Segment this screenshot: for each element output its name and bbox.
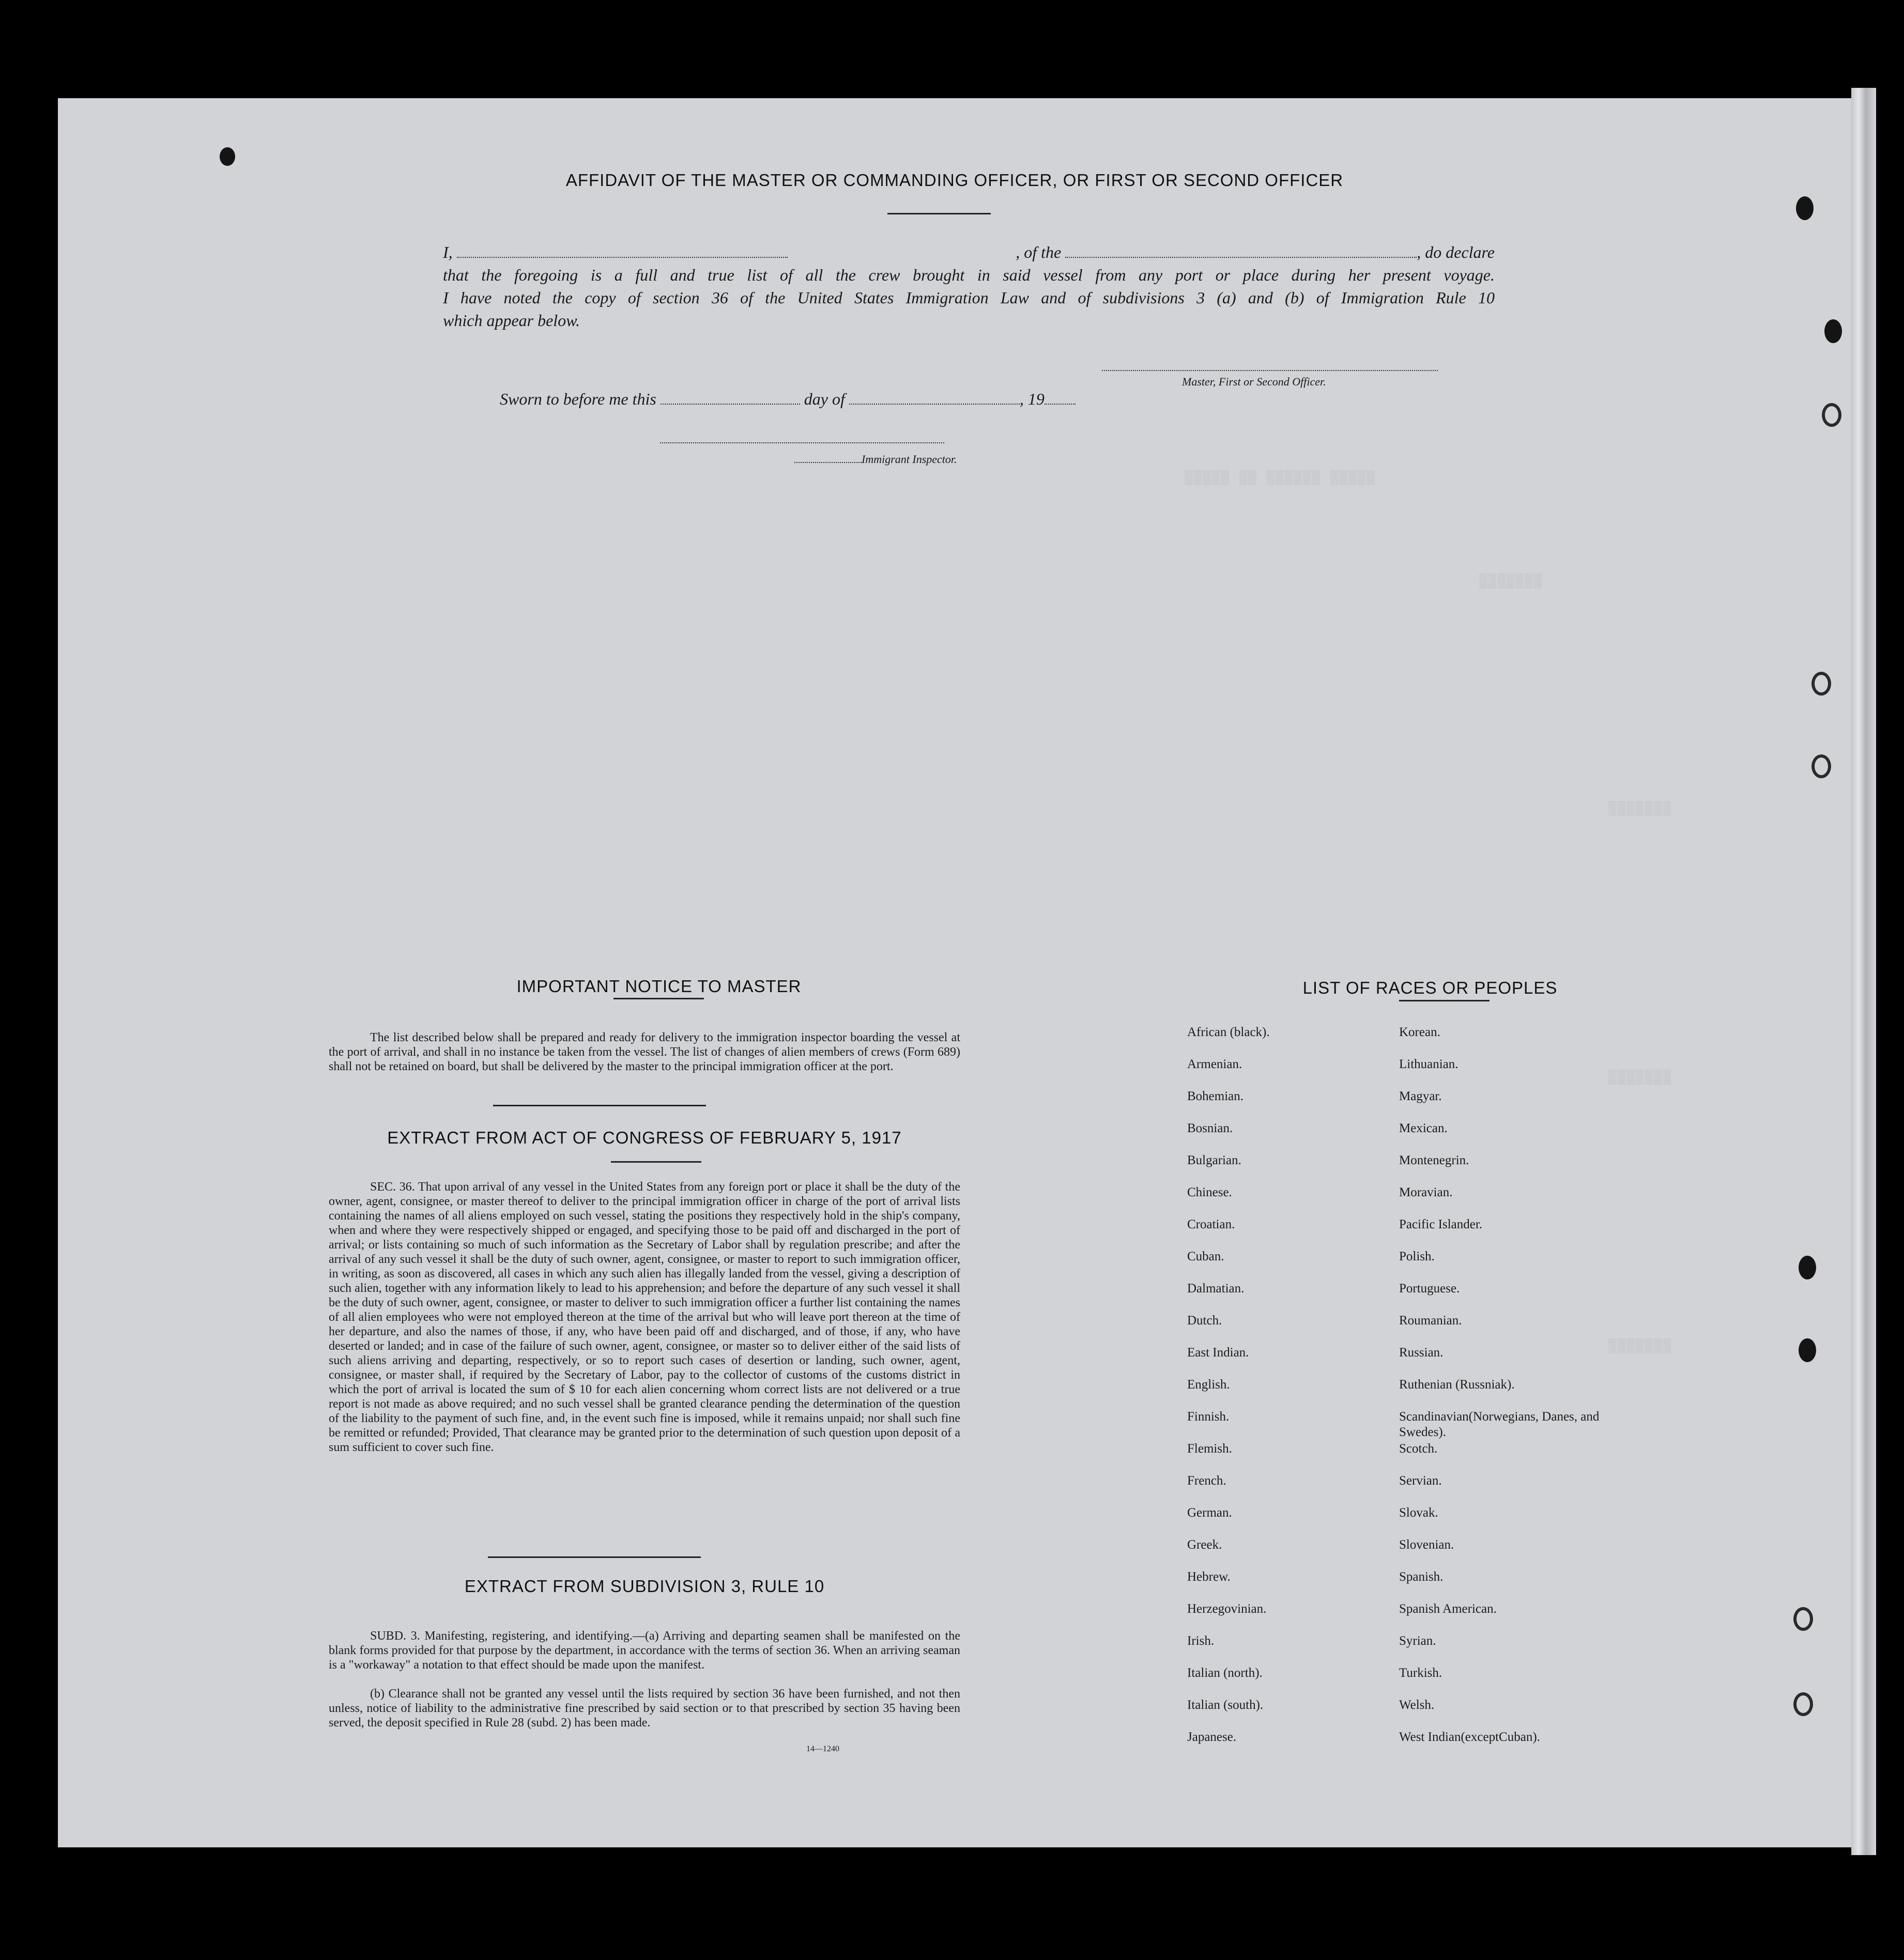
race-item: African (black). [1187, 1025, 1270, 1039]
bleed-through-text: ▒▒▒▒▒▒▒ [1608, 801, 1672, 816]
bleed-through-text: ▒▒▒▒▒ ▒▒ ▒▒▒▒▒▒ ▒▒▒▒▒ [1185, 470, 1376, 486]
race-item: Pacific Islander. [1399, 1217, 1483, 1231]
race-item: Scandinavian(Norwegians, Danes, and Swedes). [1399, 1410, 1600, 1439]
race-item: French. [1187, 1474, 1226, 1488]
declaration-of-the: , of the [1016, 243, 1062, 261]
binder-hole [1824, 319, 1842, 343]
page-edge [1851, 88, 1876, 1855]
notice-text: The list described below shall be prepared and ready for delivery to the immigration inspector boarding the vessel at the port of arrival, and shall in no instance be taken from the vessel. The list of changes of alien members of crews (Form 689) shall not be retained on board, but shall be delivered by the master to the principal immigration officer at the port. [329, 1031, 960, 1073]
race-item: Mexican. [1399, 1121, 1448, 1135]
race-item: Lithuanian. [1399, 1057, 1458, 1071]
race-item: Slovak. [1399, 1506, 1438, 1520]
extract-act-title: EXTRACT FROM ACT OF CONGRESS OF FEBRUARY 5, 1917 [387, 1128, 902, 1147]
race-item: Japanese. [1187, 1730, 1237, 1744]
race-item: Chinese. [1187, 1185, 1232, 1199]
sworn-month-blank[interactable] [849, 390, 1020, 405]
extract-act-text: SEC. 36. That upon arrival of any vessel in the United States from any foreign port or place it shall be the duty of the owner, agent, consignee, or master thereof to deliver to the principal immigration officer in charge of the port of arrival lists containing the names of all aliens employed on such vessel, stating the positions they respectively hold in the ship's company, when and where they were respectively shipped or engaged, and specifying those to be paid off and discharged in the port of arrival; or lists containing so much of such information as the Secretary of Labor shall by regulation prescribe; and after the arrival of any such vessel it shall be the duty of such owner, agent, consignee, or master to report to such immigration officer, in writing, as soon as discovered, all cases in which any such alien has illegally landed from the vessel, giving a description of such alien, together with any information likely to lead to his apprehension; and before the departure of any such vessel it shall be the duty of such owner, agent, consignee, or master to deliver to such immigration officer a further list containing the names of all alien employees who were not employed thereon at the time of the arrival but who will leave port thereon at the time of her departure, and also the names of those, if any, who have been paid off and discharged, and of those, if any, who have deserted or landed; and in case of the failure of such owner, agent, consignee, or master so to deliver either of the said lists of such aliens arriving and departing, respectively, or so to report such cases of desertion or landing, such owner, agent, consignee, or master shall, if required by the Secretary of Labor, pay to the collector of customs of the customs district in which the port of arrival is located the sum of $ 10 for each alien concerning whom correct lists are not delivered or a true report is not made as above required; and no such vessel shall be granted clearance pending the determination of the question of the liability to the payment of such fine, and, in the event such fine is imposed, while it remains unpaid; nor shall such fine be remitted or refunded; Provided, That clearance may be granted prior to the determination of such question upon deposit of a sum sufficient to cover such fine. [329, 1180, 960, 1454]
race-item: Montenegrin. [1399, 1153, 1469, 1167]
race-item: Portuguese. [1399, 1282, 1460, 1295]
races-column-2 [1399, 1025, 1616, 1762]
race-item: Bulgarian. [1187, 1153, 1241, 1167]
race-item: Spanish. [1399, 1570, 1444, 1584]
race-item: Welsh. [1399, 1698, 1435, 1712]
race-item: Italian (south). [1187, 1698, 1264, 1712]
race-item: Scotch. [1399, 1442, 1438, 1456]
race-item: Flemish. [1187, 1442, 1232, 1456]
race-item: Hebrew. [1187, 1570, 1231, 1584]
race-item: Turkish. [1399, 1666, 1442, 1680]
race-item: East Indian. [1187, 1346, 1249, 1360]
race-item: German. [1187, 1506, 1232, 1520]
affidavit-title: AFFIDAVIT OF THE MASTER OR COMMANDING OFFICER, OR FIRST OR SECOND OFFICER [565, 171, 1344, 190]
document-page [58, 98, 1851, 1847]
races-title: LIST OF RACES OR PEOPLES [1302, 978, 1558, 997]
master-signature-line[interactable] [1102, 370, 1438, 371]
sworn-day-of: day of [804, 390, 845, 408]
race-item: Russian. [1399, 1346, 1444, 1360]
race-item: Spanish American. [1399, 1602, 1497, 1616]
vessel-blank[interactable] [1065, 243, 1417, 258]
race-item: Irish. [1187, 1634, 1215, 1648]
race-item: Ruthenian (Russniak). [1399, 1378, 1515, 1392]
sworn-line [500, 388, 1076, 410]
sworn-year-blank[interactable] [1045, 390, 1076, 405]
bleed-through-text: ▒▒▒▒▒▒▒ [1608, 1070, 1672, 1085]
binder-hole [1793, 1607, 1813, 1631]
race-item: Dalmatian. [1187, 1282, 1245, 1295]
name-blank[interactable] [457, 243, 788, 258]
race-item: Greek. [1187, 1538, 1222, 1552]
race-item: Moravian. [1399, 1185, 1453, 1199]
race-item: Roumanian. [1399, 1314, 1462, 1328]
master-label: Master, First or Second Officer. [1182, 375, 1326, 388]
affidavit-declaration [443, 241, 1495, 332]
declaration-declare: , do declare [1417, 243, 1495, 261]
binder-hole [1811, 754, 1831, 778]
race-item: Croatian. [1187, 1217, 1235, 1231]
bleed-through-text: ▒▒▒▒▒▒▒ [1479, 574, 1543, 589]
extract-act-divider [611, 1161, 701, 1163]
extract-rule-text-b: (b) Clearance shall not be granted any vessel until the lists required by section 36 have been furnished, and not then unless, notice of liability to the administrative fine prescribed by said section or to that prescribed by section 35 having been served, the deposit specified in Rule 28 (subd. 2) has been made. [329, 1687, 960, 1730]
race-item: Polish. [1399, 1249, 1435, 1263]
sworn-day-blank[interactable] [661, 390, 800, 405]
race-item: Korean. [1399, 1025, 1440, 1039]
race-item: West Indian(exceptCuban). [1399, 1730, 1540, 1744]
declaration-i: I, [443, 243, 453, 261]
sworn-year: , 19 [1019, 390, 1045, 408]
form-number: 14—1240 [806, 1745, 839, 1753]
notice-title: IMPORTANT NOTICE TO MASTER [516, 977, 802, 996]
title-divider [887, 213, 991, 214]
inspector-signature-line[interactable] [660, 442, 944, 443]
extract-rule-text-a: SUBD. 3. Manifesting, registering, and identifying.—(a) Arriving and departing seamen shall be manifested on the blank forms provided for that purpose by the department, in accordance with the terms of section 36. When an arriving seaman is a "workaway" a notation to that effect should be made upon the manifest. [329, 1629, 960, 1672]
race-item: Italian (north). [1187, 1666, 1263, 1680]
binder-hole [1799, 1256, 1816, 1279]
section-divider [493, 1105, 706, 1106]
race-item: English. [1187, 1378, 1230, 1392]
race-item: Bosnian. [1187, 1121, 1233, 1135]
race-item: Syrian. [1399, 1634, 1436, 1648]
notice-divider [613, 998, 704, 999]
binder-hole [1796, 196, 1814, 220]
bleed-through-text: ▒▒▒▒▒▒▒ [1608, 1338, 1672, 1354]
race-item: Slovenian. [1399, 1538, 1454, 1552]
race-item: Magyar. [1399, 1089, 1442, 1103]
binder-hole [1822, 403, 1841, 427]
race-item: Cuban. [1187, 1249, 1224, 1263]
races-column-1 [1187, 1025, 1384, 1762]
race-item: Armenian. [1187, 1057, 1242, 1071]
binder-hole [1793, 1692, 1813, 1716]
sworn-prefix: Sworn to before me this [500, 390, 656, 408]
inspector-label: Immigrant Inspector. [794, 453, 957, 466]
declaration-line-2: that the foregoing is a full and true list of all the crew brought in said vessel from any port or place during her present voyage. [443, 266, 1495, 284]
race-item: Servian. [1399, 1474, 1442, 1488]
race-item: Dutch. [1187, 1314, 1222, 1328]
race-item: Herzegovinian. [1187, 1602, 1267, 1616]
binder-hole [1799, 1338, 1816, 1362]
section-divider [488, 1556, 701, 1558]
extract-rule-title: EXTRACT FROM SUBDIVISION 3, RULE 10 [464, 1577, 825, 1596]
corner-mark [220, 147, 235, 166]
declaration-line-4: which appear below. [443, 311, 580, 330]
binder-hole [1811, 672, 1831, 696]
declaration-line-3: I have noted the copy of section 36 of the United States Immigration Law and of subdivisions 3 (a) and (b) of Immigration Rule 10 [443, 288, 1495, 307]
race-item: Finnish. [1187, 1410, 1230, 1424]
races-divider [1399, 1000, 1490, 1001]
race-item: Bohemian. [1187, 1089, 1244, 1103]
